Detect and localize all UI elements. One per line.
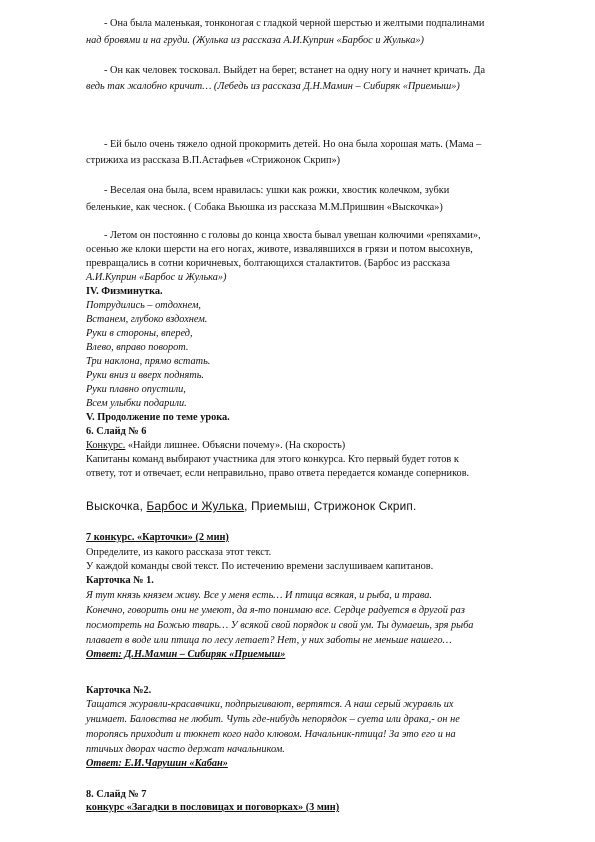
poem-line: Руки плавно опустили,	[86, 384, 186, 395]
poem-line: Потрудились – отдохнем,	[86, 300, 201, 311]
text-line: над бровями и на груди. (Жулька из рассказа А.И.Куприн «Барбос и Жулька»)	[86, 35, 424, 46]
section-heading: IV. Физминутка.	[86, 286, 163, 297]
card-text: унимает. Баловства не любит. Чуть где-нибудь непорядок – суета или драка,- он не	[86, 714, 460, 725]
text-line: - Он как человек тосковал. Выйдет на берег, встанет на одну ногу и начнет кричать. Да	[104, 65, 486, 76]
card-text: птичьих дворах часто держат начальником.	[86, 744, 285, 755]
text-line: У каждой команды свой текст. По истечению времени заслушиваем капитанов.	[86, 561, 434, 572]
card-text: торопясь приходит и тюкнет кого надо клювом. Начальник-птица! За это его и на	[86, 729, 456, 740]
text-line: стрижиха из рассказа В.П.Астафьев «Стрижонок Скрип»)	[86, 155, 341, 166]
text-line: Капитаны команд выбирают участника для этого конкурса. Кто первый будет готов к	[86, 454, 459, 465]
text-line: Определите, из какого рассказа этот текст.	[86, 547, 272, 558]
card-answer: Ответ: Е.И.Чарушин «Кабан»	[86, 758, 228, 769]
text-line: - Ей было очень тяжело одной прокормить детей. Но она была хорошая мать. (Мама –	[104, 139, 482, 150]
poem-line: Руки вниз и вверх поднять.	[86, 370, 204, 381]
card-heading: Карточка №2.	[86, 685, 152, 696]
poem-line: Всем улыбки подарили.	[86, 398, 187, 409]
poem-line: Три наклона, прямо встать.	[86, 356, 211, 367]
card-text: плавает в воде или птица по лесу летает? Нет, у них заботы не меньше нашего…	[86, 635, 452, 646]
text-line: осенью же клоки шерсти на его ногах, животе, извалявшихся в грязи и потом высохнув,	[86, 244, 473, 255]
slide-heading: 8. Слайд № 7	[86, 789, 147, 800]
text-line: - Летом он постоянно с головы до конца хвоста бывал увешан колючими «репяхами»,	[104, 230, 481, 241]
contest-title: «Найди лишнее. Объясни почему». (На скорость)	[127, 440, 346, 451]
text-line: ответу, тот и отвечает, если неправильно, право ответа передается команде соперников.	[86, 468, 470, 479]
section-heading: V. Продолжение по теме урока.	[86, 412, 230, 423]
card-text: Я тут князь князем живу. Все у меня есть… И птица всякая, и рыба, и трава.	[86, 590, 432, 601]
card-text: Тащатся журавли-красавчики, подпрыгивают, вертятся. А наш серый журавль их	[86, 699, 454, 710]
card-heading: Карточка № 1.	[86, 575, 154, 586]
option-text: Выскочка,	[86, 499, 144, 513]
poem-line: Влево, вправо поворот.	[86, 342, 189, 353]
contest-heading: конкурс «Загадки в пословицах и поговорках» (3 мин)	[86, 802, 340, 813]
card-text: Конечно, говорить они не умеют, да я-то понимаю все. Сердце радуется в другой раз	[86, 605, 465, 616]
option-text: , Приемыш, Стрижонок Скрип.	[244, 499, 417, 513]
text-line: превращались в сотни коричневых, болтающихся сталактитов. (Барбос из рассказа	[86, 258, 450, 269]
text-line: - Она была маленькая, тонконогая с гладкой черной шерстью и желтыми подпалинами	[104, 18, 485, 29]
text-line: А.И.Куприн «Барбос и Жулька»)	[86, 272, 227, 283]
slide-heading: 6. Слайд № 6	[86, 426, 147, 437]
contest-label: Конкурс.	[86, 440, 126, 451]
card-answer: Ответ: Д.Н.Мамин – Сибиряк «Приемыш»	[86, 649, 286, 660]
poem-line: Встанем, глубоко вздохнем.	[86, 314, 208, 325]
poem-line: Руки в стороны, вперед,	[86, 328, 193, 339]
card-text: посмотреть на Божью тварь… У всякой свой порядок и свой ум. Ты думаешь, зря рыба	[86, 620, 474, 631]
text-line: - Веселая она была, всем нравилась: ушки как рожки, хвостик колечком, зубки	[104, 185, 450, 196]
text-line: ведь так жалобно кричит… (Лебедь из рассказа Д.Н.Мамин – Сибиряк «Приемыш»)	[86, 81, 460, 92]
option-text-underlined: Барбос и Жулька	[146, 499, 245, 513]
text-line: беленькие, как чеснок. ( Собака Вьюшка из рассказа М.М.Пришвин «Выскочка»)	[86, 202, 443, 213]
answer-options	[86, 500, 416, 513]
contest-heading: 7 конкурс. «Карточки» (2 мин)	[86, 532, 229, 543]
contest-line	[86, 439, 345, 452]
